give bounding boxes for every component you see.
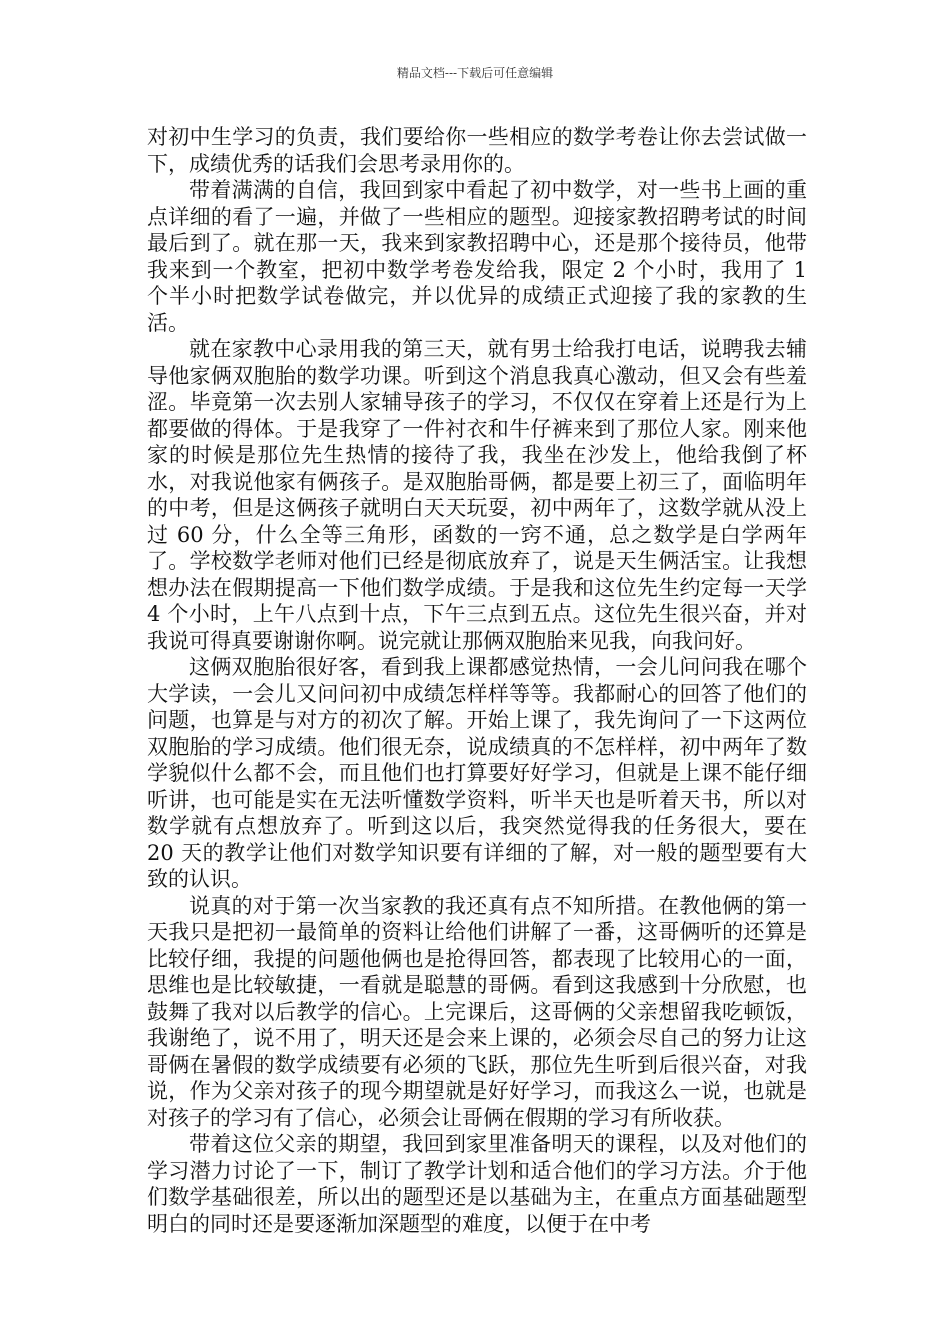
paragraph-5: 说真的对于第一次当家教的我还真有点不知所措。在教他俩的第一天我只是把初一最简单的资料让给他们讲解了一番，这哥俩听的还算是比较仔细，我提的问题他俩也是抢得回答，都表现了比较用心的一面，思维也是比较敏捷，一看就是聪慧的哥俩。看到这我感到十分欣慰，也鼓舞了我对以后教学的信心。上完课后，这哥俩的父亲想留我吃顿饭，我谢绝了，说不用了，明天还是会来上课的，必须会尽自己的努力让这哥俩在暑假的数学成绩要有必须的飞跃，那位先生听到后很兴奋，对我说，作为父亲对孩子的现今期望就是好好学习，而我这么一说，也就是对孩子的学习有了信心，必须会让哥俩在假期的学习有所收获。 xyxy=(147,893,807,1130)
page-header: 精品文档---下载后可任意编辑 xyxy=(396,66,554,80)
paragraph-4: 这俩双胞胎很好客，看到我上课都感觉热情，一会儿问问我在哪个大学读，一会儿又问问初中成绩怎样样等等。我都耐心的回答了他们的问题，也算是与对方的初次了解。开始上课了，我先询问了一下这两位双胞胎的学习成绩。他们很无奈，说成绩真的不怎样样，初中两年了数学貌似什么都不会，而且他们也打算要好好学习，但就是上课不能仔细听讲，也可能是实在无法听懂数学资料，听半天也是听着天书，所以对数学就有点想放弃了。听到这以后，我突然觉得我的任务很大，要在 20 天的教学让他们对数学知识要有详细的了解，对一般的题型要有大致的认识。 xyxy=(147,655,807,891)
paragraph-3: 就在家教中心录用我的第三天，就有男士给我打电话，说聘我去辅导他家俩双胞胎的数学功课。听到这个消息我真心激动，但又会有些羞涩。毕竟第一次去别人家辅导孩子的学习，不仅仅在穿着上还是行为上都要做的得体。于是我穿了一件衬衣和牛仔裤来到了那位人家。刚来他家的时候是那位先生热情的接待了我，我坐在沙发上，他给我倒了杯水，对我说他家有俩孩子。是双胞胎哥俩，都是要上初三了，面临明年的中考，但是这俩孩子就明白天天玩耍，初中两年了，这数学就从没上过 60 分，什么全等三角形，函数的一窍不通，总之数学是白学两年了。学校数学老师对他们已经是彻底放弃了，说是天生俩活宝。让我想想办法在假期提高一下他们数学成绩。于是我和这位先生约定每一天学 4 个小时，上午八点到十点，下午三点到五点。这位先生很兴奋，并对我说可得真要谢谢你啊。说完就让那俩双胞胎来见我，向我问好。 xyxy=(147,337,807,653)
paragraph-1: 对初中生学习的负责，我们要给你一些相应的数学考卷让你去尝试做一下，成绩优秀的话我们会思考录用你的。 xyxy=(147,125,807,176)
document-body xyxy=(147,124,807,1237)
paragraph-6: 带着这位父亲的期望，我回到家里准备明天的课程，以及对他们的学习潜力讨论了一下，制订了教学计划和适合他们的学习方法。介于他们数学基础很差，所以出的题型还是以基础为主，在重点方面基础题型明白的同时还是要逐渐加深题型的难度，以便于在中考 xyxy=(147,1132,807,1236)
paragraph-2: 带着满满的自信，我回到家中看起了初中数学，对一些书上画的重点详细的看了一遍，并做了一些相应的题型。迎接家教招聘考试的时间最后到了。就在那一天，我来到家教招聘中心，还是那个接待员，他带我来到一个教室，把初中数学考卷发给我，限定 2 个小时，我用了 1 个半小时把数学试卷做完，并以优异的成绩正式迎接了我的家教的生活。 xyxy=(147,178,807,335)
